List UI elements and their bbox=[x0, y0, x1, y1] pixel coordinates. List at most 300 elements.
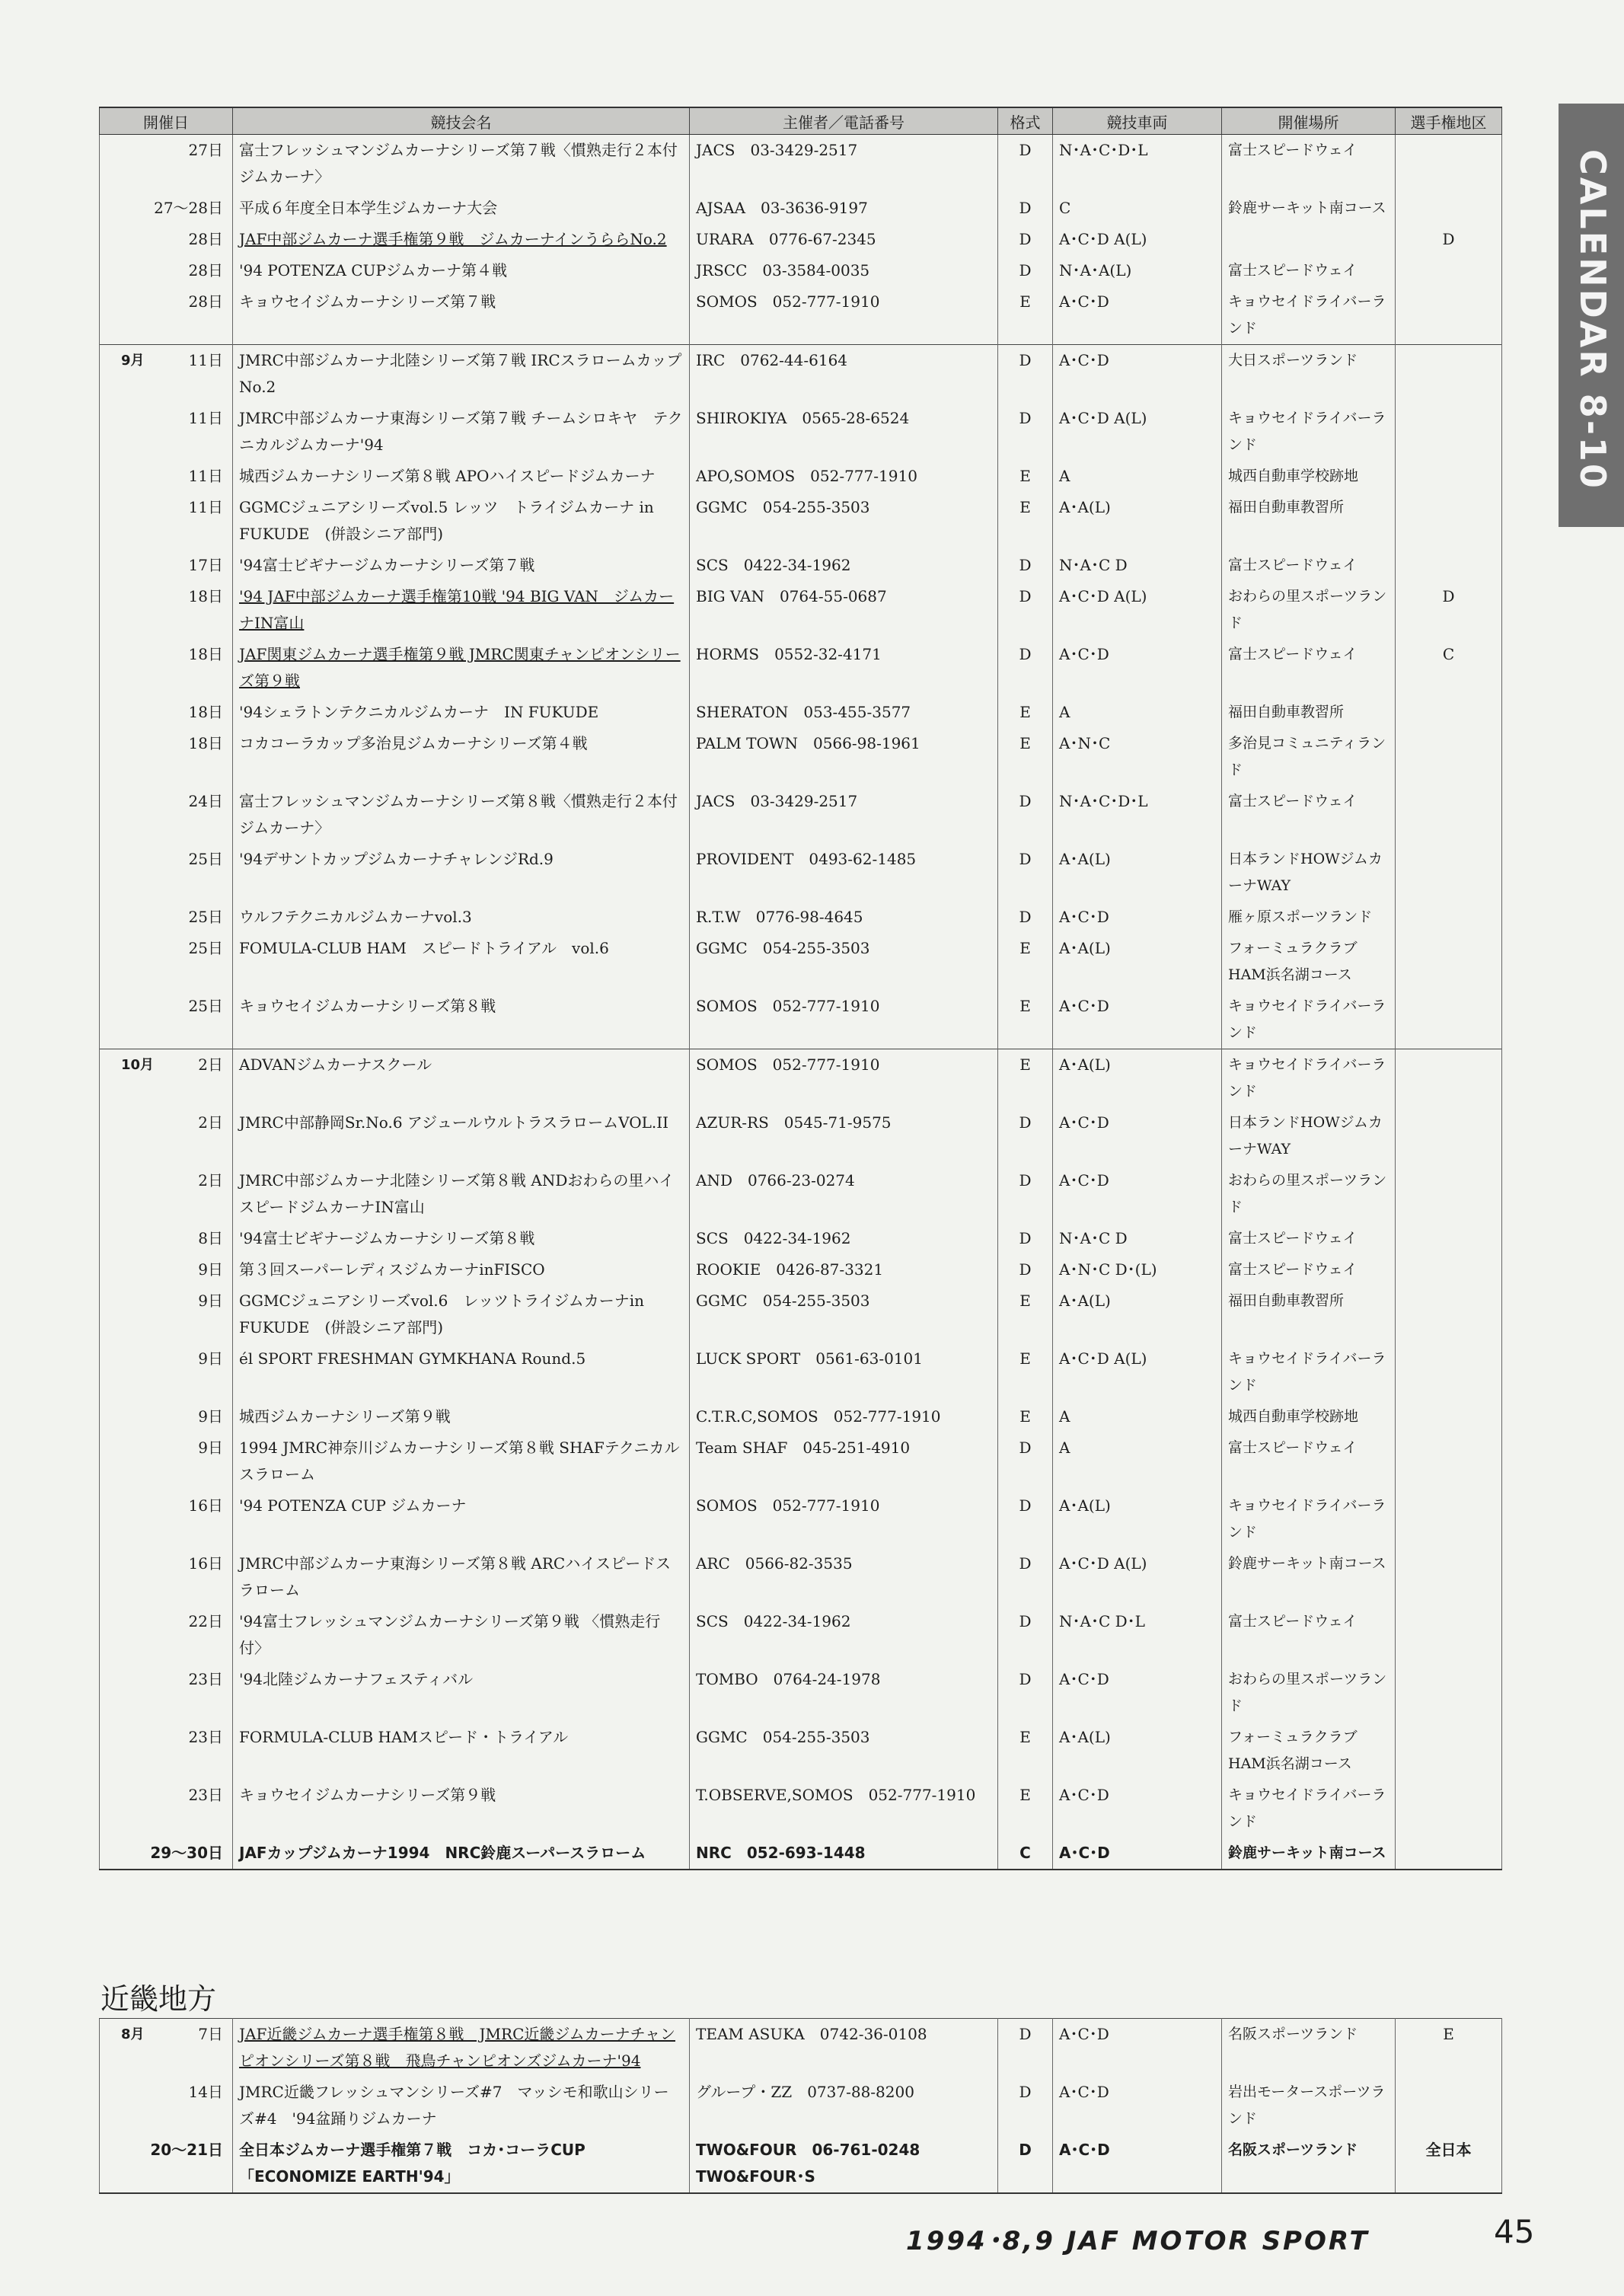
day-label: 9日 bbox=[198, 1349, 223, 1368]
table-row bbox=[100, 902, 1502, 933]
cell-organizer: ROOKIE 0426-87-3321 bbox=[690, 1254, 998, 1285]
cell-event: キョウセイジムカーナシリーズ第９戦 bbox=[233, 1780, 690, 1838]
day-label: 11日 bbox=[188, 498, 223, 516]
cell-venue: キョウセイドライバーランド bbox=[1222, 1780, 1396, 1838]
cell-format: E bbox=[998, 286, 1053, 345]
cell-venue bbox=[1222, 224, 1396, 255]
cell-cars: A･C･D bbox=[1053, 2077, 1222, 2135]
cell-region bbox=[1396, 1343, 1502, 1401]
cell-cars: A･A(L) bbox=[1053, 1722, 1222, 1780]
cell-cars: A bbox=[1053, 1432, 1222, 1490]
cell-format: D bbox=[998, 224, 1053, 255]
cell-venue: 大日スポーツランド bbox=[1222, 345, 1396, 404]
cell-region bbox=[1396, 492, 1502, 550]
day-label: 9日 bbox=[198, 1292, 223, 1310]
cell-event: JMRC中部ジムカーナ東海シリーズ第８戦 ARCハイスピードスラローム bbox=[233, 1548, 690, 1606]
cell-region bbox=[1396, 1223, 1502, 1254]
cell-region bbox=[1396, 1780, 1502, 1838]
day-label: 28日 bbox=[188, 292, 223, 311]
table-row bbox=[100, 933, 1502, 991]
cell-date bbox=[100, 786, 233, 844]
cell-organizer: GGMC 054-255-3503 bbox=[690, 492, 998, 550]
day-label: 7日 bbox=[198, 2025, 223, 2043]
cell-event: キョウセイジムカーナシリーズ第７戦 bbox=[233, 286, 690, 345]
cell-cars: A･C･D A(L) bbox=[1053, 581, 1222, 639]
cell-region bbox=[1396, 1107, 1502, 1165]
cell-organizer: TEAM ASUKA 0742-36-0108 bbox=[690, 2019, 998, 2077]
cell-date bbox=[100, 1223, 233, 1254]
table-row bbox=[100, 1548, 1502, 1606]
cell-format: D bbox=[998, 1223, 1053, 1254]
cell-format: E bbox=[998, 697, 1053, 728]
cell-format: E bbox=[998, 1722, 1053, 1780]
cell-cars: A･A(L) bbox=[1053, 492, 1222, 550]
cell-region bbox=[1396, 1606, 1502, 1664]
cell-cars: A･A(L) bbox=[1053, 1285, 1222, 1343]
cell-event: JAF近畿ジムカーナ選手権第８戦 JMRC近畿ジムカーナチャンピオンシリーズ第８戦 飛鳥チャンピオンズジムカーナ'94 bbox=[233, 2019, 690, 2077]
cell-venue: 富士スピードウェイ bbox=[1222, 135, 1396, 193]
cell-region bbox=[1396, 1285, 1502, 1343]
cell-region bbox=[1396, 991, 1502, 1049]
day-label: 23日 bbox=[188, 1670, 223, 1688]
cell-venue: 鈴鹿サーキット南コース bbox=[1222, 1838, 1396, 1870]
cell-event: 城西ジムカーナシリーズ第９戦 bbox=[233, 1401, 690, 1432]
cell-organizer: SHERATON 053-455-3577 bbox=[690, 697, 998, 728]
cell-date bbox=[100, 345, 233, 404]
cell-region bbox=[1396, 1664, 1502, 1722]
cell-cars: A･C･D bbox=[1053, 991, 1222, 1049]
cell-organizer: TWO&FOUR 06-761-0248 TWO&FOUR･S bbox=[690, 2135, 998, 2193]
cell-organizer: BIG VAN 0764-55-0687 bbox=[690, 581, 998, 639]
cell-cars: A･C･D bbox=[1053, 1838, 1222, 1870]
cell-cars: A･C･D bbox=[1053, 1780, 1222, 1838]
cell-venue: 富士スピードウェイ bbox=[1222, 1254, 1396, 1285]
cell-event: '94富士フレッシュマンジムカーナシリーズ第９戦 〈慣熟走行付〉 bbox=[233, 1606, 690, 1664]
cell-venue: 名阪スポーツランド bbox=[1222, 2019, 1396, 2077]
cell-date bbox=[100, 1432, 233, 1490]
cell-event: GGMCジュニアシリーズvol.6 レッツトライジムカーナin FUKUDE (併設シニア部門) bbox=[233, 1285, 690, 1343]
cell-region bbox=[1396, 255, 1502, 286]
cell-region bbox=[1396, 1049, 1502, 1108]
cell-cars: C bbox=[1053, 193, 1222, 224]
cell-event: '94富士ビギナージムカーナシリーズ第７戦 bbox=[233, 550, 690, 581]
cell-region: D bbox=[1396, 581, 1502, 639]
cell-date bbox=[100, 255, 233, 286]
cell-event: JAF関東ジムカーナ選手権第９戦 JMRC関東チャンピオンシリーズ第９戦 bbox=[233, 639, 690, 697]
cell-format: D bbox=[998, 255, 1053, 286]
cell-region bbox=[1396, 1401, 1502, 1432]
cell-event: '94 POTENZA CUP ジムカーナ bbox=[233, 1490, 690, 1548]
day-label: 11日 bbox=[188, 409, 223, 427]
day-label: 23日 bbox=[188, 1728, 223, 1746]
cell-venue: 福田自動車教習所 bbox=[1222, 697, 1396, 728]
day-label: 18日 bbox=[188, 645, 223, 663]
cell-cars: A･N･C bbox=[1053, 728, 1222, 786]
day-label: 2日 bbox=[198, 1113, 223, 1132]
cell-date bbox=[100, 639, 233, 697]
cell-cars: N･A･C･D･L bbox=[1053, 786, 1222, 844]
cell-date bbox=[100, 844, 233, 902]
day-label: 2日 bbox=[198, 1171, 223, 1190]
day-label: 28日 bbox=[188, 230, 223, 248]
table-row bbox=[100, 1722, 1502, 1780]
cell-organizer: R.T.W 0776-98-4645 bbox=[690, 902, 998, 933]
cell-format: D bbox=[998, 1254, 1053, 1285]
cell-region: 全日本 bbox=[1396, 2135, 1502, 2193]
cell-date bbox=[100, 1049, 233, 1108]
cell-format: E bbox=[998, 1285, 1053, 1343]
cell-date bbox=[100, 1838, 233, 1870]
cell-date bbox=[100, 697, 233, 728]
cell-cars: A･C･D bbox=[1053, 345, 1222, 404]
day-label: 18日 bbox=[188, 734, 223, 752]
cell-venue: キョウセイドライバーランド bbox=[1222, 286, 1396, 345]
cell-cars: A･C･D bbox=[1053, 286, 1222, 345]
cell-format: D bbox=[998, 2019, 1053, 2077]
table-header-row bbox=[100, 107, 1502, 135]
cell-region: C bbox=[1396, 639, 1502, 697]
cell-format: D bbox=[998, 403, 1053, 461]
cell-venue: 富士スピードウェイ bbox=[1222, 255, 1396, 286]
cell-cars: A･C･D A(L) bbox=[1053, 1343, 1222, 1401]
side-tab-label: CALENDAR 8-10 bbox=[1572, 149, 1613, 490]
cell-venue: おわらの里スポーツランド bbox=[1222, 581, 1396, 639]
cell-cars: A bbox=[1053, 1401, 1222, 1432]
cell-event: '94北陸ジムカーナフェスティバル bbox=[233, 1664, 690, 1722]
cell-organizer: TOMBO 0764-24-1978 bbox=[690, 1664, 998, 1722]
cell-venue: 富士スピードウェイ bbox=[1222, 1432, 1396, 1490]
day-label: 11日 bbox=[188, 467, 223, 485]
cell-cars: N･A･C D･L bbox=[1053, 1606, 1222, 1664]
day-label: 18日 bbox=[188, 587, 223, 605]
day-label: 9日 bbox=[198, 1407, 223, 1426]
cell-organizer: JACS 03-3429-2517 bbox=[690, 786, 998, 844]
table-row bbox=[100, 991, 1502, 1049]
table-row bbox=[100, 1606, 1502, 1664]
region-title-kinki: 近畿地方 bbox=[101, 1982, 217, 2016]
cell-venue: 城西自動車学校跡地 bbox=[1222, 461, 1396, 492]
cell-region: E bbox=[1396, 2019, 1502, 2077]
cell-event: JAFカップジムカーナ1994 NRC鈴鹿スーパースラローム bbox=[233, 1838, 690, 1870]
cell-organizer: AZUR-RS 0545-71-9575 bbox=[690, 1107, 998, 1165]
table-row bbox=[100, 639, 1502, 697]
cell-organizer: Team SHAF 045-251-4910 bbox=[690, 1432, 998, 1490]
cell-date bbox=[100, 2135, 233, 2193]
cell-organizer: AJSAA 03-3636-9197 bbox=[690, 193, 998, 224]
cell-venue: 日本ランドHOWジムカーナWAY bbox=[1222, 1107, 1396, 1165]
table-row bbox=[100, 255, 1502, 286]
cell-event: 平成６年度全日本学生ジムカーナ大会 bbox=[233, 193, 690, 224]
table-row bbox=[100, 403, 1502, 461]
cell-organizer: SCS 0422-34-1962 bbox=[690, 1223, 998, 1254]
cell-cars: N･A･A(L) bbox=[1053, 255, 1222, 286]
cell-organizer: SOMOS 052-777-1910 bbox=[690, 286, 998, 345]
cell-event: GGMCジュニアシリーズvol.5 レッツ トライジムカーナ in FUKUDE (併設シニア部門) bbox=[233, 492, 690, 550]
cell-organizer: PROVIDENT 0493-62-1485 bbox=[690, 844, 998, 902]
cell-organizer: JRSCC 03-3584-0035 bbox=[690, 255, 998, 286]
cell-organizer: SOMOS 052-777-1910 bbox=[690, 1049, 998, 1108]
table-row bbox=[100, 1838, 1502, 1870]
cell-organizer: GGMC 054-255-3503 bbox=[690, 933, 998, 991]
cell-venue: 富士スピードウェイ bbox=[1222, 786, 1396, 844]
cell-format: C bbox=[998, 1838, 1053, 1870]
cell-cars: A･C･D A(L) bbox=[1053, 224, 1222, 255]
calendar-table-kinki bbox=[99, 2018, 1502, 2194]
table-row bbox=[100, 581, 1502, 639]
cell-date bbox=[100, 403, 233, 461]
cell-date bbox=[100, 1165, 233, 1223]
cell-region bbox=[1396, 1254, 1502, 1285]
cell-region bbox=[1396, 1490, 1502, 1548]
cell-date bbox=[100, 1780, 233, 1838]
day-label: 11日 bbox=[188, 351, 223, 369]
cell-event: ADVANジムカーナスクール bbox=[233, 1049, 690, 1108]
cell-format: D bbox=[998, 786, 1053, 844]
cell-date bbox=[100, 224, 233, 255]
cell-cars: N･A･C･D･L bbox=[1053, 135, 1222, 193]
cell-region bbox=[1396, 844, 1502, 902]
table-row bbox=[100, 786, 1502, 844]
cell-event: él SPORT FRESHMAN GYMKHANA Round.5 bbox=[233, 1343, 690, 1401]
cell-date bbox=[100, 550, 233, 581]
cell-organizer: PALM TOWN 0566-98-1961 bbox=[690, 728, 998, 786]
cell-organizer: URARA 0776-67-2345 bbox=[690, 224, 998, 255]
cell-venue: 富士スピードウェイ bbox=[1222, 1223, 1396, 1254]
header-region: 選手権地区 bbox=[1396, 107, 1502, 135]
cell-region bbox=[1396, 403, 1502, 461]
cell-region bbox=[1396, 728, 1502, 786]
table-row bbox=[100, 550, 1502, 581]
day-label: 16日 bbox=[188, 1554, 223, 1573]
cell-venue: キョウセイドライバーランド bbox=[1222, 1490, 1396, 1548]
cell-date bbox=[100, 286, 233, 345]
table-row bbox=[100, 1285, 1502, 1343]
cell-cars: A･C･D bbox=[1053, 1107, 1222, 1165]
header-format: 格式 bbox=[998, 107, 1053, 135]
cell-region bbox=[1396, 1432, 1502, 1490]
cell-event: 第３回スーパーレディスジムカーナinFISCO bbox=[233, 1254, 690, 1285]
cell-region bbox=[1396, 902, 1502, 933]
cell-format: D bbox=[998, 1606, 1053, 1664]
cell-date bbox=[100, 135, 233, 193]
cell-format: D bbox=[998, 2077, 1053, 2135]
day-label: 9日 bbox=[198, 1439, 223, 1457]
day-label: 28日 bbox=[188, 261, 223, 279]
cell-date bbox=[100, 728, 233, 786]
cell-event: '94 POTENZA CUPジムカーナ第４戦 bbox=[233, 255, 690, 286]
cell-region bbox=[1396, 550, 1502, 581]
cell-event: JMRC中部ジムカーナ北陸シリーズ第８戦 ANDおわらの里ハイスピードジムカーナIN富山 bbox=[233, 1165, 690, 1223]
day-label: 17日 bbox=[188, 556, 223, 574]
month-label: 8月 bbox=[121, 2026, 145, 2042]
cell-format: D bbox=[998, 844, 1053, 902]
cell-event: 1994 JMRC神奈川ジムカーナシリーズ第８戦 SHAFテクニカルスラローム bbox=[233, 1432, 690, 1490]
cell-format: D bbox=[998, 902, 1053, 933]
day-label: 8日 bbox=[198, 1229, 223, 1247]
cell-organizer: APO,SOMOS 052-777-1910 bbox=[690, 461, 998, 492]
cell-event: JMRC中部ジムカーナ北陸シリーズ第７戦 IRCスラロームカップNo.2 bbox=[233, 345, 690, 404]
cell-cars: A･C･D bbox=[1053, 2019, 1222, 2077]
day-label: 9日 bbox=[198, 1260, 223, 1279]
cell-cars: A･C･D bbox=[1053, 902, 1222, 933]
table-row bbox=[100, 1664, 1502, 1722]
calendar-table-main bbox=[99, 107, 1502, 1870]
cell-format: D bbox=[998, 1664, 1053, 1722]
cell-event: 全日本ジムカーナ選手権第７戦 コカ･コーラCUP「ECONOMIZE EARTH'94」 bbox=[233, 2135, 690, 2193]
cell-cars: A･A(L) bbox=[1053, 933, 1222, 991]
cell-venue: キョウセイドライバーランド bbox=[1222, 1343, 1396, 1401]
cell-date bbox=[100, 1343, 233, 1401]
cell-format: E bbox=[998, 1401, 1053, 1432]
cell-organizer: AND 0766-23-0274 bbox=[690, 1165, 998, 1223]
cell-organizer: NRC 052-693-1448 bbox=[690, 1838, 998, 1870]
table-row bbox=[100, 1107, 1502, 1165]
cell-organizer: SCS 0422-34-1962 bbox=[690, 550, 998, 581]
page-number: 45 bbox=[1494, 2213, 1535, 2250]
table-row bbox=[100, 461, 1502, 492]
cell-organizer: IRC 0762-44-6164 bbox=[690, 345, 998, 404]
day-label: 29〜30日 bbox=[150, 1844, 223, 1862]
cell-event: '94デサントカップジムカーナチャレンジRd.9 bbox=[233, 844, 690, 902]
cell-date bbox=[100, 461, 233, 492]
cell-cars: A･A(L) bbox=[1053, 844, 1222, 902]
day-label: 25日 bbox=[188, 997, 223, 1015]
cell-format: E bbox=[998, 1049, 1053, 1108]
cell-event: ウルフテクニカルジムカーナvol.3 bbox=[233, 902, 690, 933]
cell-date bbox=[100, 2077, 233, 2135]
table-row bbox=[100, 2135, 1502, 2193]
cell-venue: キョウセイドライバーランド bbox=[1222, 403, 1396, 461]
cell-organizer: グループ・ZZ 0737-88-8200 bbox=[690, 2077, 998, 2135]
cell-format: D bbox=[998, 193, 1053, 224]
cell-venue: 富士スピードウェイ bbox=[1222, 1606, 1396, 1664]
cell-organizer: LUCK SPORT 0561-63-0101 bbox=[690, 1343, 998, 1401]
magazine-footer: 1994･8,9 JAF MOTOR SPORT bbox=[906, 2226, 1370, 2256]
cell-event: JMRC中部静岡Sr.No.6 アジュールウルトラスラロームVOL.II bbox=[233, 1107, 690, 1165]
cell-organizer: HORMS 0552-32-4171 bbox=[690, 639, 998, 697]
cell-event: '94 JAF中部ジムカーナ選手権第10戦 '94 BIG VAN ジムカーナIN富山 bbox=[233, 581, 690, 639]
table-row bbox=[100, 345, 1502, 404]
cell-region bbox=[1396, 1722, 1502, 1780]
cell-date bbox=[100, 1254, 233, 1285]
cell-organizer: GGMC 054-255-3503 bbox=[690, 1722, 998, 1780]
table-row bbox=[100, 1223, 1502, 1254]
cell-event: '94シェラトンテクニカルジムカーナ IN FUKUDE bbox=[233, 697, 690, 728]
cell-cars: A･C･D bbox=[1053, 1664, 1222, 1722]
cell-format: D bbox=[998, 1490, 1053, 1548]
cell-date bbox=[100, 193, 233, 224]
table-row bbox=[100, 1165, 1502, 1223]
table-row bbox=[100, 2019, 1502, 2077]
table-row bbox=[100, 1254, 1502, 1285]
cell-region bbox=[1396, 193, 1502, 224]
cell-date bbox=[100, 1722, 233, 1780]
cell-format: D bbox=[998, 1107, 1053, 1165]
cell-format: E bbox=[998, 933, 1053, 991]
month-label: 10月 bbox=[121, 1057, 155, 1073]
cell-event: '94富士ビギナージムカーナシリーズ第８戦 bbox=[233, 1223, 690, 1254]
cell-region: D bbox=[1396, 224, 1502, 255]
header-date: 開催日 bbox=[100, 107, 233, 135]
cell-event: FORMULA-CLUB HAMスピード・トライアル bbox=[233, 1722, 690, 1780]
day-label: 22日 bbox=[188, 1612, 223, 1630]
cell-date bbox=[100, 1285, 233, 1343]
cell-cars: A･N･C D･(L) bbox=[1053, 1254, 1222, 1285]
table-row bbox=[100, 193, 1502, 224]
cell-cars: A･C･D bbox=[1053, 2135, 1222, 2193]
day-label: 23日 bbox=[188, 1786, 223, 1804]
cell-format: D bbox=[998, 135, 1053, 193]
cell-organizer: C.T.R.C,SOMOS 052-777-1910 bbox=[690, 1401, 998, 1432]
table-row bbox=[100, 1049, 1502, 1108]
cell-venue: 鈴鹿サーキット南コース bbox=[1222, 193, 1396, 224]
cell-event: 城西ジムカーナシリーズ第８戦 APOハイスピードジムカーナ bbox=[233, 461, 690, 492]
cell-event: 富士フレッシュマンジムカーナシリーズ第８戦〈慣熟走行２本付ジムカーナ〉 bbox=[233, 786, 690, 844]
cell-region bbox=[1396, 697, 1502, 728]
cell-date bbox=[100, 991, 233, 1049]
cell-cars: A･C･D bbox=[1053, 1165, 1222, 1223]
cell-region bbox=[1396, 1165, 1502, 1223]
cell-organizer: JACS 03-3429-2517 bbox=[690, 135, 998, 193]
cell-date bbox=[100, 492, 233, 550]
cell-region bbox=[1396, 1548, 1502, 1606]
cell-cars: A bbox=[1053, 697, 1222, 728]
cell-format: D bbox=[998, 2135, 1053, 2193]
cell-date bbox=[100, 902, 233, 933]
cell-format: E bbox=[998, 1780, 1053, 1838]
cell-cars: A･C･D A(L) bbox=[1053, 403, 1222, 461]
calendar-side-tab bbox=[1559, 104, 1624, 527]
cell-venue: おわらの里スポーツランド bbox=[1222, 1664, 1396, 1722]
day-label: 2日 bbox=[198, 1055, 223, 1074]
cell-venue: 日本ランドHOWジムカーナWAY bbox=[1222, 844, 1396, 902]
header-event: 競技会名 bbox=[233, 107, 690, 135]
header-cars: 競技車両 bbox=[1053, 107, 1222, 135]
cell-region bbox=[1396, 135, 1502, 193]
cell-cars: N･A･C D bbox=[1053, 550, 1222, 581]
cell-date bbox=[100, 1548, 233, 1606]
cell-date bbox=[100, 1490, 233, 1548]
day-label: 27〜28日 bbox=[154, 199, 223, 217]
cell-format: E bbox=[998, 728, 1053, 786]
day-label: 27日 bbox=[188, 141, 223, 159]
table-row bbox=[100, 492, 1502, 550]
cell-region bbox=[1396, 1838, 1502, 1870]
cell-event: キョウセイジムカーナシリーズ第８戦 bbox=[233, 991, 690, 1049]
cell-cars: N･A･C D bbox=[1053, 1223, 1222, 1254]
cell-venue: キョウセイドライバーランド bbox=[1222, 1049, 1396, 1108]
cell-region bbox=[1396, 286, 1502, 345]
cell-date bbox=[100, 1401, 233, 1432]
cell-venue: 鈴鹿サーキット南コース bbox=[1222, 1548, 1396, 1606]
table-row bbox=[100, 1780, 1502, 1838]
cell-organizer: GGMC 054-255-3503 bbox=[690, 1285, 998, 1343]
day-label: 20〜21日 bbox=[150, 2141, 223, 2159]
cell-cars: A･C･D A(L) bbox=[1053, 1548, 1222, 1606]
cell-organizer: T.OBSERVE,SOMOS 052-777-1910 bbox=[690, 1780, 998, 1838]
cell-venue: 名阪スポーツランド bbox=[1222, 2135, 1396, 2193]
cell-organizer: SCS 0422-34-1962 bbox=[690, 1606, 998, 1664]
cell-region bbox=[1396, 461, 1502, 492]
day-label: 14日 bbox=[188, 2083, 223, 2101]
table-row bbox=[100, 1401, 1502, 1432]
cell-format: D bbox=[998, 1548, 1053, 1606]
table-row bbox=[100, 1490, 1502, 1548]
cell-venue: 福田自動車教習所 bbox=[1222, 492, 1396, 550]
table-row bbox=[100, 1343, 1502, 1401]
cell-event: コカコーラカップ多治見ジムカーナシリーズ第４戦 bbox=[233, 728, 690, 786]
cell-format: D bbox=[998, 639, 1053, 697]
